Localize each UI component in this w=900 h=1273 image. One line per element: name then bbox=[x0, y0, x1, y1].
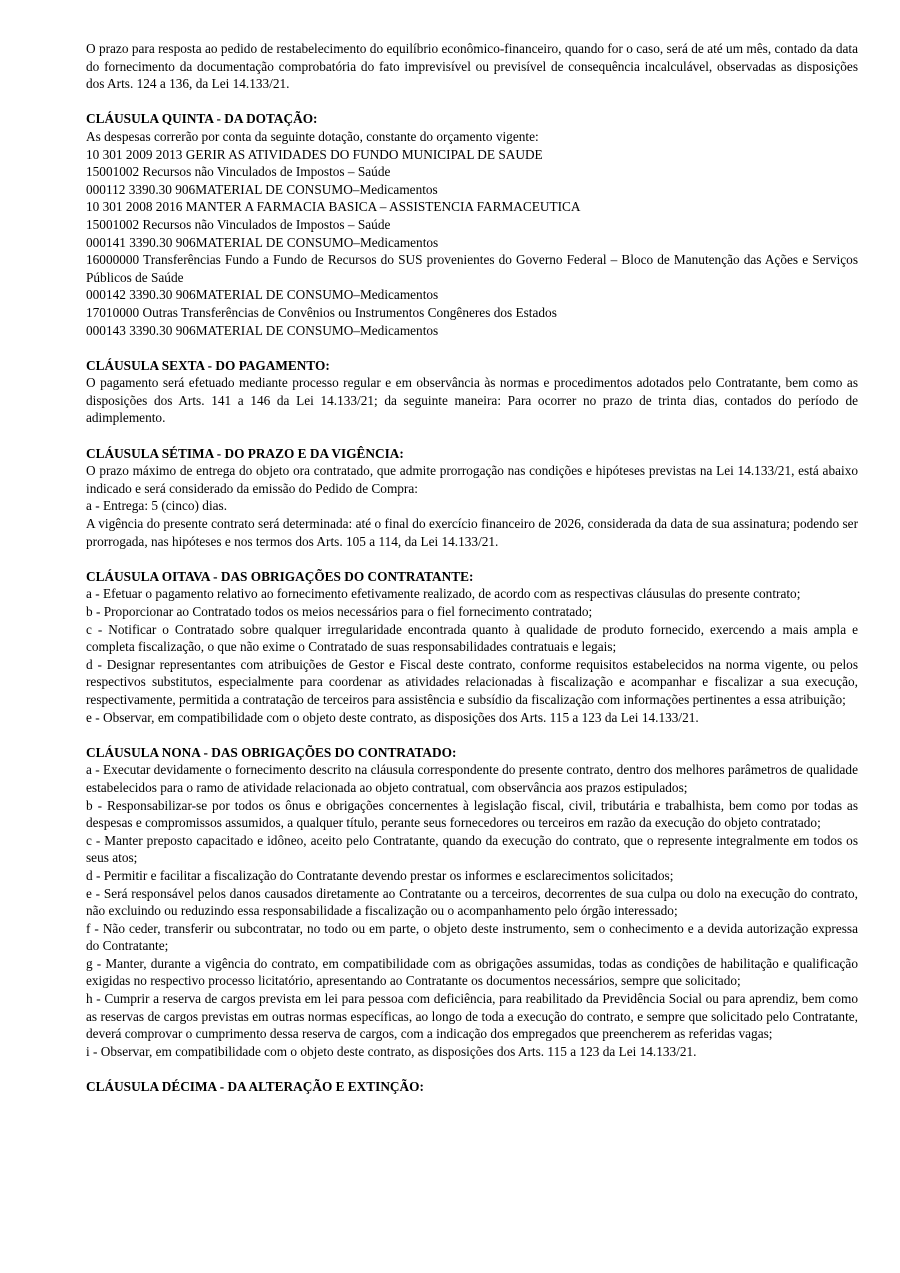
clausula-nona-item: g - Manter, durante a vigência do contrato, em compatibilidade com as obrigações assumidas, todas as condições de habilitação e qualificação exigidas no respectivo processo licitatório, apresentando ao Contratante os documentos necessários, sempre que solicitado; bbox=[86, 955, 858, 989]
clausula-sexta-title: CLÁUSULA SEXTA - DO PAGAMENTO: bbox=[86, 357, 330, 373]
clausula-nona-item: e - Será responsável pelos danos causados diretamente ao Contratante ou a terceiros, decorrentes de sua culpa ou dolo na execução do contrato, não excluindo ou reduzindo essa responsabilidade a fiscalização ou o acompanhamento pelo órgão interessado; bbox=[86, 885, 858, 919]
clausula-quinta-line: 000141 3390.30 906MATERIAL DE CONSUMO–Medicamentos bbox=[86, 234, 439, 250]
clausula-quinta-line: 17010000 Outras Transferências de Convênios ou Instrumentos Congêneres dos Estados bbox=[86, 304, 557, 320]
clausula-quinta-line: 10 301 2008 2016 MANTER A FARMACIA BASICA – ASSISTENCIA FARMACEUTICA bbox=[86, 199, 581, 215]
clausula-quinta-line: 16000000 Transferências Fundo a Fundo de Recursos do SUS provenientes do Governo Federal – Bloco de Manutenção das Ações e Serviços Públicos de Saúde bbox=[86, 252, 858, 285]
clausula-oitava-title: CLÁUSULA OITAVA - DAS OBRIGAÇÕES DO CONTRATANTE: bbox=[86, 568, 474, 584]
clausula-setima-paragraph: O prazo máximo de entrega do objeto ora contratado, que admite prorrogação nas condições e hipóteses previstas na Lei 14.133/21, está abaixo indicado e será considerado da emissão do Pedido de Compra: bbox=[86, 463, 858, 496]
clausula-setima-paragraph: a - Entrega: 5 (cinco) dias. bbox=[86, 498, 228, 514]
clausula-quinta-line: 000142 3390.30 906MATERIAL DE CONSUMO–Medicamentos bbox=[86, 287, 439, 303]
clausula-oitava-item: a - Efetuar o pagamento relativo ao fornecimento efetivamente realizado, de acordo com as respectivas cláusulas do presente contrato; bbox=[86, 586, 801, 602]
clausula-quinta-title: CLÁUSULA QUINTA - DA DOTAÇÃO: bbox=[86, 111, 318, 127]
clausula-oitava-item: b - Proporcionar ao Contratado todos os meios necessários para o fiel fornecimento contratado; bbox=[86, 604, 593, 619]
clausula-quinta-line: As despesas correrão por conta da seguinte dotação, constante do orçamento vigente: bbox=[86, 128, 539, 144]
clausula-nona-item: a - Executar devidamente o fornecimento descrito na cláusula correspondente do presente contrato, dentro dos melhores parâmetros de qualidade estabelecidos para o ramo de atividade relacionada ao objeto contratual, com observância aos prazos estipulados; bbox=[86, 762, 858, 795]
clausula-quinta-line: 000143 3390.30 906MATERIAL DE CONSUMO–Medicamentos bbox=[86, 322, 439, 338]
clausula-sexta-paragraph: O pagamento será efetuado mediante processo regular e em observância às normas e procedimentos adotados pelo Contratante, bem como as disposições dos Arts. 141 a 146 da Lei 14.133/21; da seguinte maneira: Para ocorrer no prazo de trinta dias, contados do período de adimplemento. bbox=[86, 375, 858, 426]
clausula-setima-paragraph: A vigência do presente contrato será determinada: até o final do exercício financeiro de 2026, considerada da data de sua assinatura; podendo ser prorrogada, nas hipóteses e nos termos dos Arts. 105 a 114, da Lei 14.133/21. bbox=[86, 516, 858, 549]
clausula-quinta-line: 15001002 Recursos não Vinculados de Impostos – Saúde bbox=[86, 164, 391, 180]
clausula-nona-title: CLÁUSULA NONA - DAS OBRIGAÇÕES DO CONTRATADO: bbox=[86, 744, 457, 760]
clausula-decima-title: CLÁUSULA DÉCIMA - DA ALTERAÇÃO E EXTINÇÃO: bbox=[86, 1079, 424, 1095]
clausula-quinta-line: 15001002 Recursos não Vinculados de Impostos – Saúde bbox=[86, 216, 391, 232]
clausula-oitava-item: e - Observar, em compatibilidade com o objeto deste contrato, as disposições dos Arts. 115 a 123 da Lei 14.133/21. bbox=[86, 709, 699, 725]
clausula-nona-item: b - Responsabilizar-se por todos os ônus e obrigações concernentes à legislação fiscal, civil, tributária e trabalhista, bem como por todas as despesas e compromissos assumidos, a qualquer título, perante seus fornecedores ou terceiros em razão da execução do objeto contratado; bbox=[86, 797, 858, 831]
clausula-nona-item: d - Permitir e facilitar a fiscalização do Contratante devendo prestar os informes e esclarecimentos solicitados; bbox=[86, 867, 674, 883]
clausula-oitava-item: c - Notificar o Contratado sobre qualquer irregularidade encontrada quanto à qualidade de produto fornecido, exercendo a mais ampla e completa fiscalização, o que não exime o Contratado de suas responsabilidades contratuais e legais; bbox=[86, 621, 858, 655]
clausula-nona-item: h - Cumprir a reserva de cargos prevista em lei para pessoa com deficiência, para reabilitado da Previdência Social ou para aprendiz, bem como as reservas de cargos previstas em outras normas específicas, ao longo de toda a execução do contrato, e sempre que solicitado pelo Contratante, deverá comprovar o cumprimento dessa reserva de cargos, com a indicação dos empregados que preencherem as referidas vagas; bbox=[86, 991, 858, 1042]
clausula-nona-item: i - Observar, em compatibilidade com o objeto deste contrato, as disposições dos Arts. 115 a 123 da Lei 14.133/21. bbox=[86, 1043, 697, 1059]
clausula-oitava-item: d - Designar representantes com atribuições de Gestor e Fiscal deste contrato, conforme requisitos estabelecidos na norma vigente, ou pelos respectivos substitutos, especialmente para coordenar as atividades relacionadas à fiscalização e acompanhar e fiscalizar a sua execução, respectivamente, permitida a contratação de terceiros para assistência e subsídio da fiscalização com informações pertinentes a essa atribuição; bbox=[86, 656, 858, 707]
clausula-setima-title: CLÁUSULA SÉTIMA - DO PRAZO E DA VIGÊNCIA: bbox=[86, 445, 404, 461]
document-page bbox=[86, 40, 858, 1096]
clausula-nona-item: f - Não ceder, transferir ou subcontratar, no todo ou em parte, o objeto deste instrumento, sem o conhecimento e a devida autorização expressa do Contratante; bbox=[86, 920, 858, 954]
intro-paragraph: O prazo para resposta ao pedido de restabelecimento do equilíbrio econômico-financeiro, quando for o caso, será de até um mês, contado da data do fornecimento da documentação comprobatória do fato imprevisível ou previsível de consequência incalculável, observadas as disposições dos Arts. 124 a 136, da Lei 14.133/21. bbox=[86, 41, 858, 92]
clausula-quinta-line: 000112 3390.30 906MATERIAL DE CONSUMO–Medicamentos bbox=[86, 181, 438, 197]
clausula-nona-item: c - Manter preposto capacitado e idôneo, aceito pelo Contratante, quando da execução do contrato, que o represente integralmente em todos os seus atos; bbox=[86, 832, 858, 866]
clausula-quinta-line: 10 301 2009 2013 GERIR AS ATIVIDADES DO FUNDO MUNICIPAL DE SAUDE bbox=[86, 146, 543, 162]
